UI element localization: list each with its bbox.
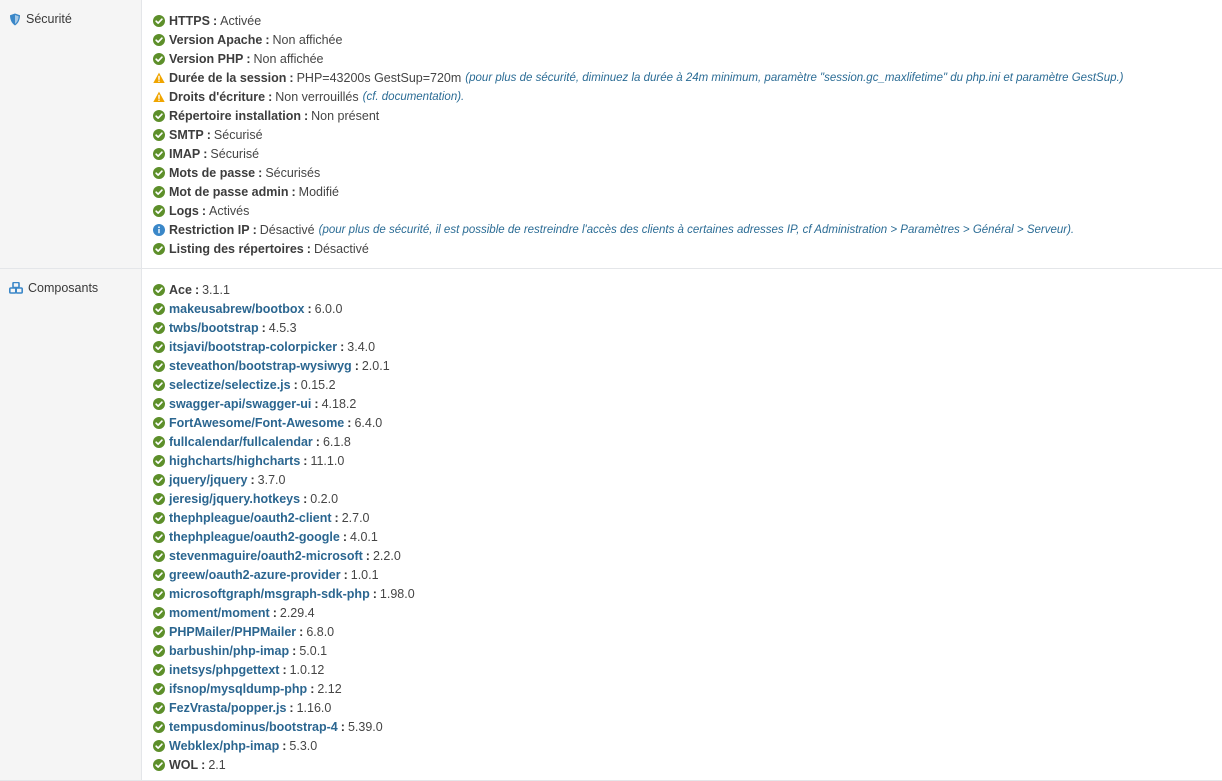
check-circle-icon xyxy=(153,664,165,676)
warning-icon xyxy=(153,91,165,103)
component-value: 5.3.0 xyxy=(289,738,318,753)
check-circle-icon xyxy=(153,398,165,410)
check-circle-icon xyxy=(153,186,165,198)
security-item xyxy=(153,239,1222,258)
security-key: Durée de la session xyxy=(169,70,287,85)
separator-colon: : xyxy=(258,165,263,180)
component-value: 1.0.12 xyxy=(289,662,325,677)
component-link[interactable]: barbushin/php-imap xyxy=(169,643,290,658)
component-link[interactable]: swagger-api/swagger-ui xyxy=(169,396,312,411)
security-value: Non présent xyxy=(311,108,380,123)
check-circle-icon xyxy=(153,493,165,505)
component-link[interactable]: thephpleague/oauth2-google xyxy=(169,529,340,544)
security-key: Version Apache xyxy=(169,32,263,47)
check-circle-icon xyxy=(153,588,165,600)
separator-colon: : xyxy=(303,453,308,468)
component-value: 0.2.0 xyxy=(310,491,339,506)
check-circle-icon xyxy=(153,455,165,467)
security-label: Sécurité xyxy=(26,12,72,26)
check-circle-icon xyxy=(153,550,165,562)
component-value: 2.12 xyxy=(317,681,342,696)
security-key: Répertoire installation xyxy=(169,108,301,123)
check-circle-icon xyxy=(153,167,165,179)
component-link[interactable]: FortAwesome/Font-Awesome xyxy=(169,415,345,430)
component-link[interactable]: selectize/selectize.js xyxy=(169,377,291,392)
security-item xyxy=(153,68,1222,87)
component-link[interactable]: steveathon/bootstrap-wysiwyg xyxy=(169,358,352,373)
separator-colon: : xyxy=(272,605,277,620)
check-circle-icon xyxy=(153,243,165,255)
security-item xyxy=(153,220,1222,239)
check-circle-icon xyxy=(153,721,165,733)
component-value: 5.39.0 xyxy=(347,719,383,734)
component-item xyxy=(153,337,1222,356)
component-value: 3.7.0 xyxy=(257,472,286,487)
component-value: 11.1.0 xyxy=(310,453,345,468)
info-circle-icon xyxy=(153,224,165,236)
component-link[interactable]: tempusdominus/bootstrap-4 xyxy=(169,719,338,734)
separator-colon: : xyxy=(194,282,200,297)
separator-colon: : xyxy=(252,222,257,237)
security-item xyxy=(153,87,1222,106)
component-value: 6.1.8 xyxy=(322,434,351,449)
component-key: Ace xyxy=(169,282,192,297)
check-circle-icon xyxy=(153,683,165,695)
separator-colon: : xyxy=(340,339,345,354)
security-value: Non verrouillés xyxy=(275,89,359,104)
component-value: 1.16.0 xyxy=(296,700,332,715)
separator-colon: : xyxy=(265,32,270,47)
separator-colon: : xyxy=(268,89,273,104)
component-link[interactable]: PHPMailer/PHPMailer xyxy=(169,624,297,639)
separator-colon: : xyxy=(289,700,294,715)
separator-colon: : xyxy=(307,301,312,316)
check-circle-icon xyxy=(153,607,165,619)
component-item xyxy=(153,470,1222,489)
separator-colon: : xyxy=(250,472,255,487)
security-value: PHP=43200s GestSup=720m xyxy=(296,70,462,85)
security-value: Sécurisé xyxy=(213,127,263,142)
security-section xyxy=(0,0,1222,269)
security-value: Modifié xyxy=(298,184,339,199)
check-circle-icon xyxy=(153,34,165,46)
security-key: Mot de passe admin xyxy=(169,184,289,199)
check-circle-icon xyxy=(153,569,165,581)
check-circle-icon xyxy=(153,322,165,334)
component-value: 6.8.0 xyxy=(306,624,335,639)
security-value: Sécurisé xyxy=(210,146,260,161)
check-circle-icon xyxy=(153,341,165,353)
component-value: 0.15.2 xyxy=(300,377,336,392)
security-value: Sécurisés xyxy=(265,165,321,180)
security-item xyxy=(153,201,1222,220)
components-section xyxy=(0,269,1222,781)
check-circle-icon xyxy=(153,531,165,543)
check-circle-icon xyxy=(153,759,165,771)
security-key: HTTPS xyxy=(169,13,210,28)
component-link[interactable]: jeresig/jquery.hotkeys xyxy=(169,491,301,506)
component-link[interactable]: FezVrasta/popper.js xyxy=(169,700,287,715)
separator-colon: : xyxy=(340,719,345,734)
security-item xyxy=(153,49,1222,68)
component-item xyxy=(153,394,1222,413)
component-value: 4.5.3 xyxy=(268,320,297,335)
component-link[interactable]: inetsys/phpgettext xyxy=(169,662,280,677)
component-item xyxy=(153,641,1222,660)
separator-colon: : xyxy=(246,51,251,66)
components-label: Composants xyxy=(28,281,99,295)
shield-icon xyxy=(9,13,21,26)
component-item xyxy=(153,679,1222,698)
component-item xyxy=(153,356,1222,375)
separator-colon: : xyxy=(334,510,339,525)
security-list xyxy=(142,0,1222,268)
components-list xyxy=(142,269,1222,780)
component-link[interactable]: Webklex/php-imap xyxy=(169,738,280,753)
security-value: Non affichée xyxy=(272,32,343,47)
security-value: Activés xyxy=(209,203,250,218)
security-value: Désactivé xyxy=(259,222,315,237)
separator-colon: : xyxy=(372,586,377,601)
check-circle-icon xyxy=(153,15,165,27)
separator-colon: : xyxy=(261,320,266,335)
component-item xyxy=(153,489,1222,508)
component-link[interactable]: itsjavi/bootstrap-colorpicker xyxy=(169,339,338,354)
component-value: 2.29.4 xyxy=(279,605,315,620)
separator-colon: : xyxy=(292,643,297,658)
separator-colon: : xyxy=(201,757,206,772)
component-value: 6.4.0 xyxy=(354,415,383,430)
security-note: (pour plus de sécurité, diminuez la durée à 24m minimum, paramètre "session.gc_maxlifetime" du php.ini et paramètre GestSup.) xyxy=(465,71,1124,84)
component-value: 3.1.1 xyxy=(202,282,230,297)
check-circle-icon xyxy=(153,284,165,296)
component-item xyxy=(153,755,1222,774)
component-value: 4.0.1 xyxy=(350,529,378,544)
check-circle-icon xyxy=(153,205,165,217)
component-link[interactable]: twbs/bootstrap xyxy=(169,320,259,335)
component-link[interactable]: greew/oauth2-azure-provider xyxy=(169,567,341,582)
separator-colon: : xyxy=(282,662,287,677)
component-link[interactable]: fullcalendar/fullcalendar xyxy=(169,434,313,449)
check-circle-icon xyxy=(153,53,165,65)
separator-colon: : xyxy=(314,396,319,411)
component-link[interactable]: thephpleague/oauth2-client xyxy=(169,510,332,525)
component-link[interactable]: stevenmaguire/oauth2-microsoft xyxy=(169,548,363,563)
component-item xyxy=(153,413,1222,432)
check-circle-icon xyxy=(153,110,165,122)
separator-colon: : xyxy=(303,108,309,123)
security-label-cell xyxy=(0,0,142,268)
component-item xyxy=(153,299,1222,318)
security-key: Listing des répertoires xyxy=(169,241,304,256)
security-item xyxy=(153,30,1222,49)
component-item xyxy=(153,375,1222,394)
component-item xyxy=(153,603,1222,622)
component-value: 1.98.0 xyxy=(379,586,415,601)
component-value: 1.0.1 xyxy=(350,567,379,582)
security-key: Logs xyxy=(169,203,199,218)
check-circle-icon xyxy=(153,740,165,752)
security-key: IMAP xyxy=(169,146,201,161)
component-item xyxy=(153,717,1222,736)
component-value: 2.0.1 xyxy=(361,358,390,373)
check-circle-icon xyxy=(153,303,165,315)
component-link[interactable]: highcharts/highcharts xyxy=(169,453,301,468)
security-key: Droits d'écriture xyxy=(169,89,266,104)
components-label-cell xyxy=(0,269,142,780)
check-circle-icon xyxy=(153,436,165,448)
check-circle-icon xyxy=(153,702,165,714)
security-key: Mots de passe xyxy=(169,165,256,180)
security-item xyxy=(153,11,1222,30)
component-item xyxy=(153,736,1222,755)
component-item xyxy=(153,660,1222,679)
component-item xyxy=(153,622,1222,641)
check-circle-icon xyxy=(153,645,165,657)
component-item xyxy=(153,280,1222,299)
separator-colon: : xyxy=(306,241,311,256)
component-value: 6.0.0 xyxy=(314,301,343,316)
security-item xyxy=(153,144,1222,163)
component-value: 5.0.1 xyxy=(299,643,328,658)
check-circle-icon xyxy=(153,626,165,638)
component-link[interactable]: jquery/jquery xyxy=(169,472,248,487)
component-link[interactable]: microsoftgraph/msgraph-sdk-php xyxy=(169,586,370,601)
security-key: Version PHP xyxy=(169,51,244,66)
security-item xyxy=(153,106,1222,125)
security-value: Activée xyxy=(220,13,262,28)
component-item xyxy=(153,565,1222,584)
component-link[interactable]: makeusabrew/bootbox xyxy=(169,301,305,316)
component-item xyxy=(153,432,1222,451)
separator-colon: : xyxy=(365,548,370,563)
separator-colon: : xyxy=(291,184,296,199)
separator-colon: : xyxy=(282,738,287,753)
check-circle-icon xyxy=(153,379,165,391)
check-circle-icon xyxy=(153,129,165,141)
security-item xyxy=(153,182,1222,201)
separator-colon: : xyxy=(206,127,211,142)
component-item xyxy=(153,508,1222,527)
separator-colon: : xyxy=(289,70,294,85)
separator-colon: : xyxy=(347,415,352,430)
check-circle-icon xyxy=(153,148,165,160)
security-note: (pour plus de sécurité, il est possible de restreindre l'accès des clients à certaines adresses IP, cf Administration > Paramètres > Général > Serveur). xyxy=(318,223,1075,236)
security-note: (cf. documentation). xyxy=(362,90,465,103)
component-item xyxy=(153,451,1222,470)
check-circle-icon xyxy=(153,474,165,486)
separator-colon: : xyxy=(293,377,298,392)
separator-colon: : xyxy=(212,13,218,28)
component-item xyxy=(153,584,1222,603)
check-circle-icon xyxy=(153,417,165,429)
component-value: 4.18.2 xyxy=(321,396,357,411)
separator-colon: : xyxy=(303,491,308,506)
separator-colon: : xyxy=(343,567,348,582)
component-item xyxy=(153,527,1222,546)
separator-colon: : xyxy=(354,358,359,373)
component-value: 2.7.0 xyxy=(341,510,370,525)
component-key: WOL xyxy=(169,757,199,772)
separator-colon: : xyxy=(342,529,348,544)
component-item xyxy=(153,318,1222,337)
separator-colon: : xyxy=(310,681,315,696)
separator-colon: : xyxy=(299,624,304,639)
component-item xyxy=(153,546,1222,565)
separator-colon: : xyxy=(315,434,320,449)
security-key: Restriction IP xyxy=(169,222,250,237)
security-key: SMTP xyxy=(169,127,204,142)
component-item xyxy=(153,698,1222,717)
component-value: 3.4.0 xyxy=(347,339,376,354)
component-link[interactable]: moment/moment xyxy=(169,605,270,620)
component-value: 2.2.0 xyxy=(372,548,401,563)
security-value: Désactivé xyxy=(313,241,369,256)
check-circle-icon xyxy=(153,512,165,524)
warning-icon xyxy=(153,72,165,84)
cubes-icon xyxy=(9,282,23,294)
separator-colon: : xyxy=(203,146,208,161)
security-item xyxy=(153,125,1222,144)
security-value: Non affichée xyxy=(253,51,324,66)
component-value: 2.1 xyxy=(208,757,226,772)
security-item xyxy=(153,163,1222,182)
separator-colon: : xyxy=(201,203,207,218)
check-circle-icon xyxy=(153,360,165,372)
component-link[interactable]: ifsnop/mysqldump-php xyxy=(169,681,308,696)
